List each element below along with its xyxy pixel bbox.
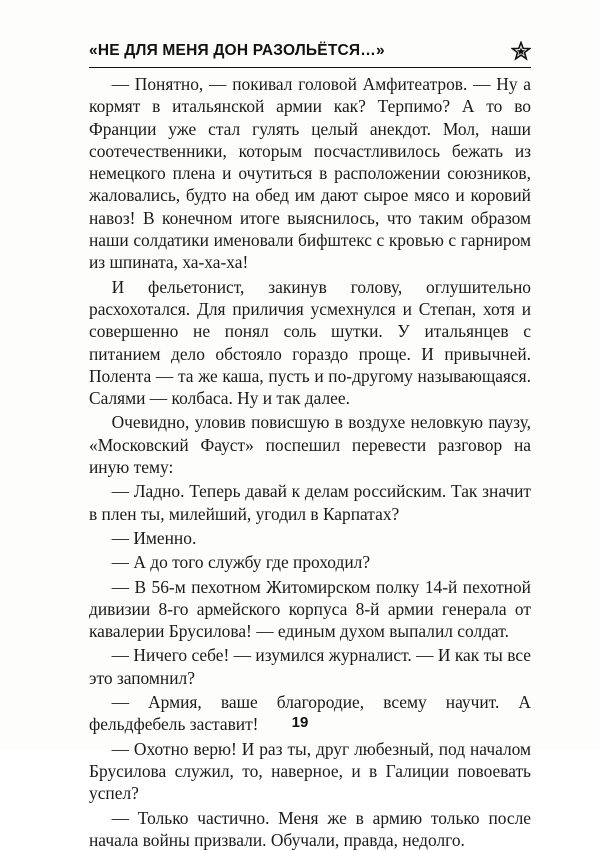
paragraph: И фельетонист, закинув голову, оглушительно расхохотался. Для приличия усмехнулся и Степан, хотя и совершенно не понял соль шутки. У итальянцев с питанием дело обстояло гораздо проще. И привычней. Полента — та же каша, пусть и по-другому называющаяся. Салями — колбаса. Ну и так далее.: [89, 276, 531, 410]
paragraph: — Именно.: [89, 527, 531, 549]
paragraph: — Понятно, — покивал головой Амфитеатров. — Ну а кормят в итальянской армии как? Терпимо? А то во Франции уже стал гулять целый анекдот. Мол, наши соотечественники, которым посчастливилось бежать из немецкого плена и очутиться в расположении союзников, жаловались, будто на обед им дают сырое мясо и коровий навоз! В конечном итоге выяснилось, что таким образом наши солдатики именовали бифштекс с кровью с гарниром из шпината, ха-ха-ха!: [89, 73, 531, 274]
paragraph: — В 56-м пехотном Житомирском полку 14-й пехотной дивизии 8-го армейского корпуса 8-й армии генерала от кавалерии Брусилова! — единым духом выпалил солдат.: [89, 576, 531, 643]
header-divider: [89, 67, 531, 68]
paragraph: — Охотно верю! И раз ты, друг любезный, под началом Брусилова служил, то, наверное, и в Галиции повоевать успел?: [89, 738, 531, 805]
paragraph: — А до того службу где проходил?: [89, 551, 531, 573]
star-outline-icon: [511, 41, 531, 61]
paragraph: — Только частично. Меня же в армию только после начала войны призвали. Обучали, правда, недолго.: [89, 807, 531, 851]
paragraph: — Армия, ваше благородие, всему научит. А фельдфебель заставит!: [89, 691, 531, 736]
paragraph: — Ничего себе! — изумился журналист. — И как ты все это запомнил?: [89, 644, 531, 689]
page-number: 19: [0, 714, 600, 731]
running-header: [89, 42, 531, 64]
body-text: [89, 73, 531, 851]
running-title: «НЕ ДЛЯ МЕНЯ ДОН РАЗОЛЬЁТСЯ…»: [89, 42, 385, 60]
paragraph: — Ладно. Теперь давай к делам российским. Так значит в плен ты, милейший, угодил в Карпатах?: [89, 480, 531, 525]
paragraph: Очевидно, уловив повисшую в воздухе неловкую паузу, «Московский Фауст» поспешил перевести разговор на иную тему:: [89, 411, 531, 478]
